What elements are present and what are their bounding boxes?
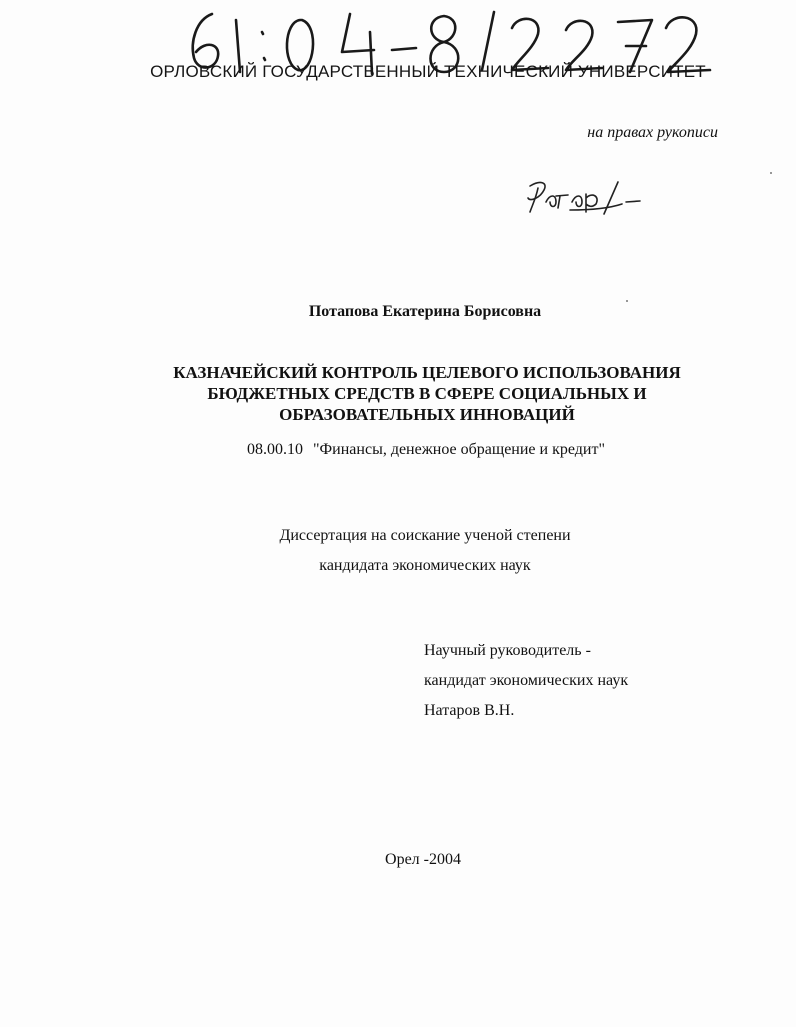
university-name: ОРЛОВСКИЙ ГОСУДАРСТВЕННЫЙ ТЕХНИЧЕСКИЙ УНИВЕРСИТЕТ <box>150 62 706 81</box>
dissertation-title <box>130 362 724 425</box>
specialty-name: "Финансы, денежное обращение и кредит" <box>313 441 605 458</box>
specialty <box>0 441 796 459</box>
scan-speck <box>770 172 772 174</box>
degree-line: Диссертация на соискание ученой степени <box>279 527 571 544</box>
title-line: ОБРАЗОВАТЕЛЬНЫХ ИННОВАЦИЙ <box>279 405 575 424</box>
supervisor-line: Научный руководитель - <box>424 642 591 659</box>
title-line: БЮДЖЕТНЫХ СРЕДСТВ В СФЕРЕ СОЦИАЛЬНЫХ И <box>207 384 647 403</box>
degree-line: кандидата экономических наук <box>319 557 531 574</box>
scan-speck <box>626 300 628 302</box>
manuscript-note: на правах рукописи <box>587 124 718 141</box>
supervisor-block <box>424 636 628 726</box>
supervisor-line: Натаров В.Н. <box>424 702 515 719</box>
specialty-code: 08.00.10 <box>247 441 303 458</box>
author-name: Потапова Екатерина Борисовна <box>308 303 542 320</box>
handwritten-signature <box>522 176 652 220</box>
degree-statement <box>0 521 796 581</box>
title-line: КАЗНАЧЕЙСКИЙ КОНТРОЛЬ ЦЕЛЕВОГО ИСПОЛЬЗОВАНИЯ <box>173 363 681 382</box>
supervisor-line: кандидат экономических наук <box>424 672 629 689</box>
city-year: Орел -2004 <box>385 851 461 868</box>
